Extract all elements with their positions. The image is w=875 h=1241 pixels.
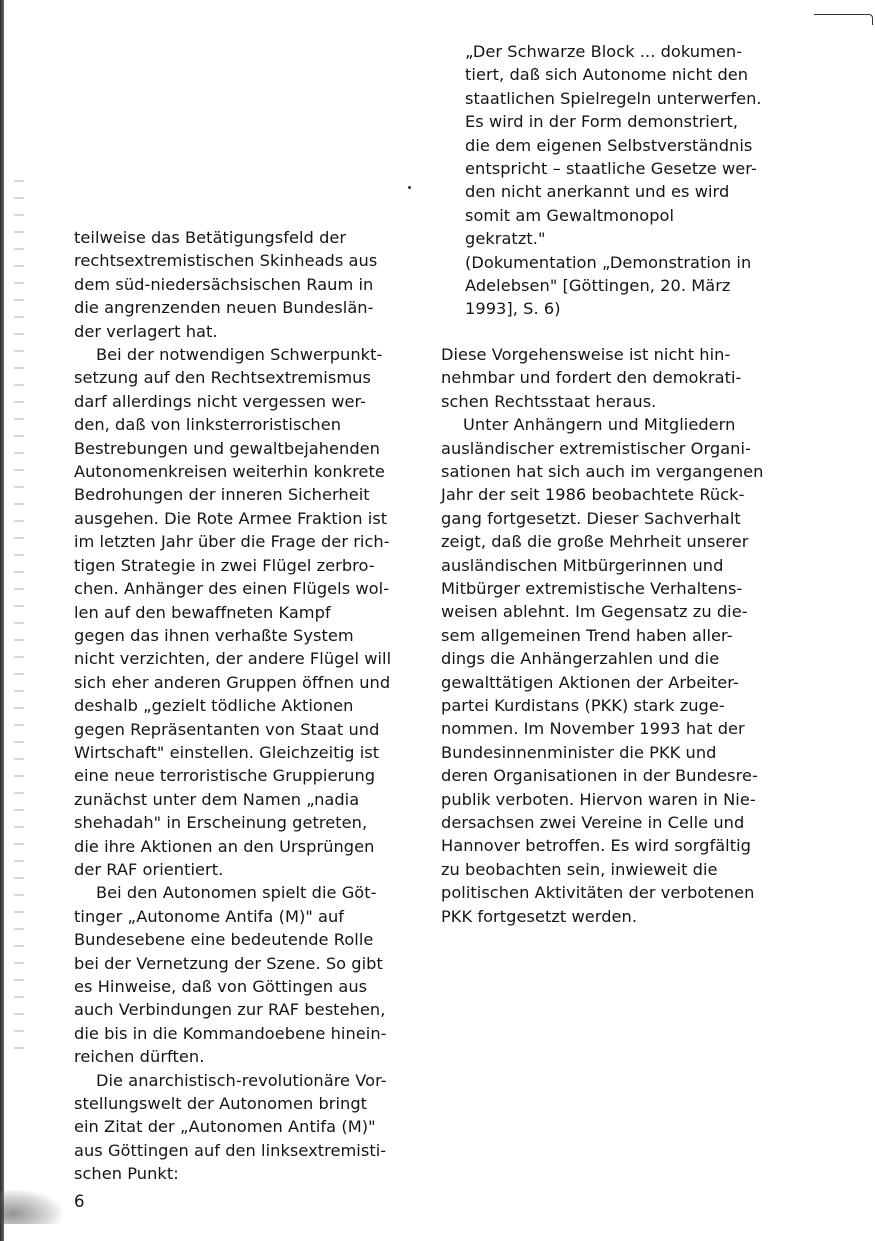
text-line: im letzten Jahr über die Frage der rich- — [74, 532, 390, 552]
scan-smudge — [0, 1190, 62, 1224]
text-line: die bis in die Kommandoebene hinein- — [74, 1023, 387, 1043]
text-line: Diese Vorgehensweise ist nicht hin- — [441, 344, 731, 364]
text-line: darf allerdings nicht vergessen wer- — [74, 391, 367, 411]
text-line: den, daß von linksterroristischen — [74, 415, 342, 435]
text-line: sich eher anderen Gruppen öffnen und — [74, 672, 391, 692]
text-line: tigen Strategie in zwei Flügel zerbro- — [74, 555, 375, 575]
text-line: Autonomenkreisen weiterhin konkrete — [74, 462, 385, 482]
text-line: gegen das ihnen verhaßte System — [74, 625, 354, 645]
text-line: dem süd-niedersächsischen Raum in — [74, 274, 374, 294]
text-line: stellungswelt der Autonomen bringt — [74, 1094, 368, 1114]
text-line: zeigt, daß die große Mehrheit unserer — [441, 532, 749, 552]
text-line: bei der Vernetzung der Szene. So gibt — [74, 953, 383, 973]
text-line: Hannover betroffen. Es wird sorgfältig — [441, 836, 751, 856]
text-line: sationen hat sich auch im vergangenen — [441, 461, 764, 481]
text-line: gewalttätigen Aktionen der Arbeiter- — [441, 672, 739, 692]
text-line: es Hinweise, daß von Göttingen aus — [74, 977, 368, 996]
text-line: Bei den Autonomen spielt die Göt- — [96, 883, 377, 903]
text-line: ausländischer extremistischer Organi- — [441, 438, 751, 458]
text-line: PKK fortgesetzt werden. — [441, 906, 638, 926]
text-line: tinger „Autonome Antifa (M)" auf — [74, 906, 345, 926]
text-line: Bestrebungen und gewaltbejahenden — [74, 438, 380, 458]
text-line: nicht verzichten, der andere Flügel will — [74, 649, 392, 669]
text-line: dersachsen zwei Vereine in Celle und — [441, 813, 745, 832]
quote-spacer — [441, 321, 797, 343]
quote-line: somit am Gewaltmonopol — [465, 205, 675, 225]
text-line: gegen Repräsentanten von Staat und — [74, 719, 380, 739]
quote-line: „Der Schwarze Block ... dokumen- — [465, 42, 743, 61]
quote-line: den nicht anerkannt und es wird — [465, 182, 730, 202]
text-line: chen. Anhänger des einen Flügels wol- — [74, 579, 390, 599]
text-line: auch Verbindungen zur RAF bestehen, — [74, 1000, 386, 1020]
text-line: der RAF orientiert. — [74, 859, 224, 879]
text-line: Mitbürger extremistische Verhaltens- — [441, 578, 743, 598]
text-line: Bundesebene eine bedeutende Rolle — [74, 930, 374, 950]
text-line: Wirtschaft" einstellen. Gleichzeitig ist — [74, 742, 380, 762]
text-line: zunächst unter dem Namen „nadia — [74, 789, 360, 809]
quote-line: Adelebsen" [Göttingen, 20. März — [465, 276, 731, 296]
quote-line: gekratzt." — [465, 229, 546, 249]
text-line: publik verboten. Hiervon waren in Nie- — [441, 789, 756, 809]
text-line: gang fortgesetzt. Dieser Sachverhalt — [441, 508, 741, 528]
scan-left-edge — [0, 0, 4, 1241]
text-line: sem allgemeinen Trend haben aller- — [441, 625, 733, 645]
quote-line: (Dokumentation „Demonstration in — [465, 252, 752, 272]
text-line: die ihre Aktionen an den Ursprüngen — [74, 836, 375, 856]
text-line: der verlagert hat. — [74, 321, 218, 341]
stray-dot — [408, 186, 411, 189]
text-line: partei Kurdistans (PKK) stark zuge- — [441, 695, 725, 715]
quote-line: 1993], S. 6) — [465, 299, 561, 319]
text-line: ausgehen. Die Rote Armee Fraktion ist — [74, 508, 388, 528]
text-line: len auf den bewaffneten Kampf — [74, 602, 331, 622]
text-line: dings die Anhängerzahlen und die — [441, 649, 720, 669]
text-line: nommen. Im November 1993 hat der — [441, 719, 745, 739]
quote-line: tiert, daß sich Autonome nicht den — [465, 65, 749, 85]
quote-line: staatlichen Spielregeln unterwerfen. — [465, 88, 762, 108]
text-line: eine neue terroristische Gruppierung — [74, 766, 376, 786]
text-line: Unter Anhängern und Mitgliedern — [463, 415, 736, 435]
text-line: setzung auf den Rechtsextremismus — [74, 368, 371, 388]
text-line: Jahr der seit 1986 beobachtete Rück- — [441, 485, 745, 505]
quote-line: Es wird in der Form demonstriert, — [465, 112, 739, 132]
quote-line: die dem eigenen Selbstverständnis — [465, 135, 753, 155]
text-line: Bundesinnenminister die PKK und — [441, 742, 717, 762]
text-line: schen Rechtsstaat heraus. — [441, 391, 657, 411]
text-line: deren Organisationen in der Bundesre- — [441, 766, 758, 786]
text-line: schen Punkt: — [74, 1164, 179, 1184]
quote-block — [441, 40, 797, 321]
page-number: 6 — [74, 1192, 85, 1211]
text-line: die angrenzenden neuen Bundeslän- — [74, 298, 374, 318]
text-line: ausländischen Mitbürgerinnen und — [441, 555, 724, 575]
text-line: Die anarchistisch-revolutionäre Vor- — [96, 1070, 387, 1090]
right-column — [441, 40, 797, 928]
text-line: ein Zitat der „Autonomen Antifa (M)" — [74, 1117, 376, 1137]
text-line: weisen ablehnt. Im Gegensatz zu die- — [441, 602, 748, 622]
text-line: nehmbar und fordert den demokrati- — [441, 368, 742, 388]
text-line: deshalb „gezielt tödliche Aktionen — [74, 696, 354, 716]
scan-margin-noise — [14, 180, 24, 1060]
text-line: rechtsextremistischen Skinheads aus — [74, 251, 378, 271]
text-line: zu beobachten sein, inwieweit die — [441, 859, 718, 879]
text-line: shehadah" in Erscheinung getreten, — [74, 813, 368, 833]
corner-mark — [814, 14, 873, 25]
quote-line: entspricht – staatliche Gesetze wer- — [465, 159, 757, 179]
left-column — [74, 226, 422, 1186]
text-line: Bei der notwendigen Schwerpunkt- — [96, 345, 383, 365]
text-line: reichen dürften. — [74, 1047, 205, 1067]
text-line: teilweise das Betätigungsfeld der — [74, 228, 347, 247]
text-line: Bedrohungen der inneren Sicherheit — [74, 485, 370, 505]
text-line: aus Göttingen auf den linksextremisti- — [74, 1140, 387, 1160]
text-line: politischen Aktivitäten der verbotenen — [441, 883, 755, 903]
right-body-text — [441, 343, 797, 928]
